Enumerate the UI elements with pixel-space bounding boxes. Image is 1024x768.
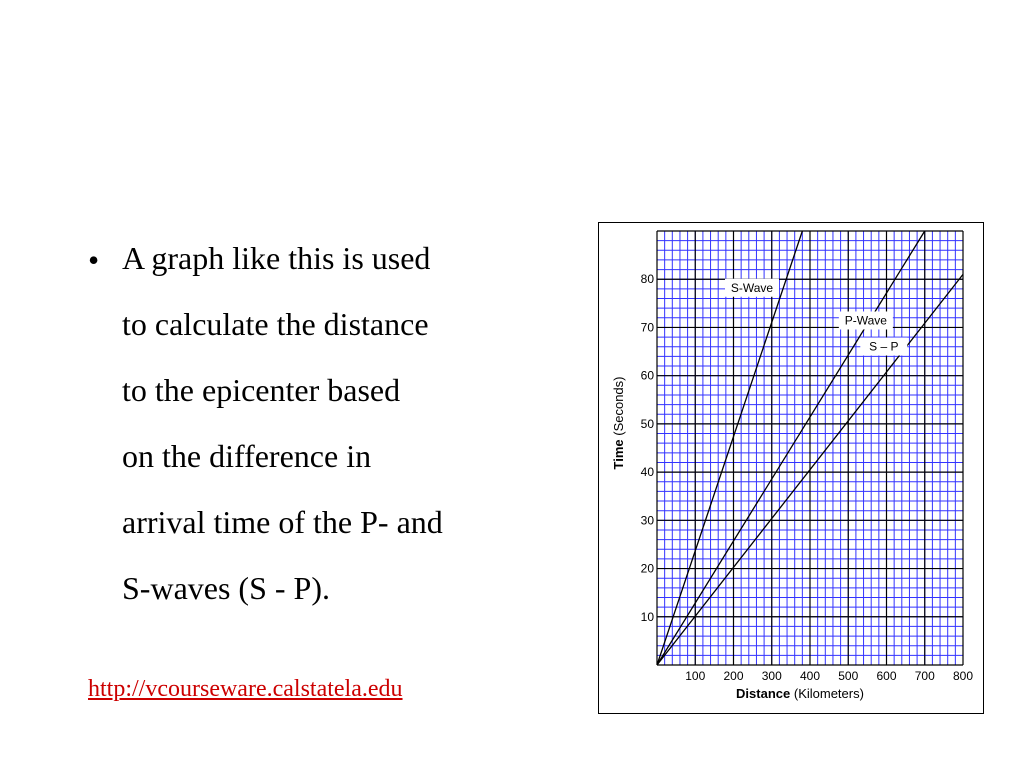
series-label-2: P-Wave (844, 313, 887, 328)
bullet-text (122, 232, 443, 628)
bullet-line-5: arrival time of the P- and (122, 504, 443, 540)
x-tick-label: 200 (723, 669, 744, 683)
x-tick-label: 300 (761, 669, 782, 683)
y-tick-label: 20 (640, 561, 654, 576)
travel-time-chart (599, 223, 983, 713)
series-label-1: S-Wave (730, 280, 774, 295)
bullet-line-2: to calculate the distance (122, 306, 429, 342)
series-label-3: S – P (869, 339, 899, 354)
y-tick-label: 40 (640, 465, 654, 480)
y-tick-label: 80 (640, 272, 654, 287)
bullet-line-4: on the difference in (122, 438, 372, 474)
bullet-line-1: A graph like this is used (122, 240, 431, 276)
y-tick-label: 60 (640, 368, 654, 383)
x-tick-label: 500 (838, 669, 859, 683)
bullet-dot: • (88, 242, 100, 278)
bullet-line-6: S-waves (S - P). (122, 570, 330, 606)
y-tick-label: 50 (640, 416, 654, 431)
x-axis-label: Distance (Kilometers) (736, 686, 864, 701)
x-tick-label: 800 (952, 669, 974, 683)
x-tick-label: 400 (799, 669, 821, 683)
x-tick-label: 100 (685, 669, 706, 683)
y-tick-label: 10 (640, 609, 654, 624)
x-tick-label: 700 (914, 669, 935, 683)
chart-frame (598, 222, 984, 714)
source-link[interactable]: http://vcourseware.calstatela.edu (88, 676, 403, 702)
x-tick-label: 600 (876, 669, 897, 683)
y-tick-label: 70 (640, 320, 654, 335)
y-tick-label: 30 (640, 513, 654, 528)
y-axis-label: Time (Seconds) (611, 376, 626, 470)
bullet-line-3: to the epicenter based (122, 372, 401, 408)
